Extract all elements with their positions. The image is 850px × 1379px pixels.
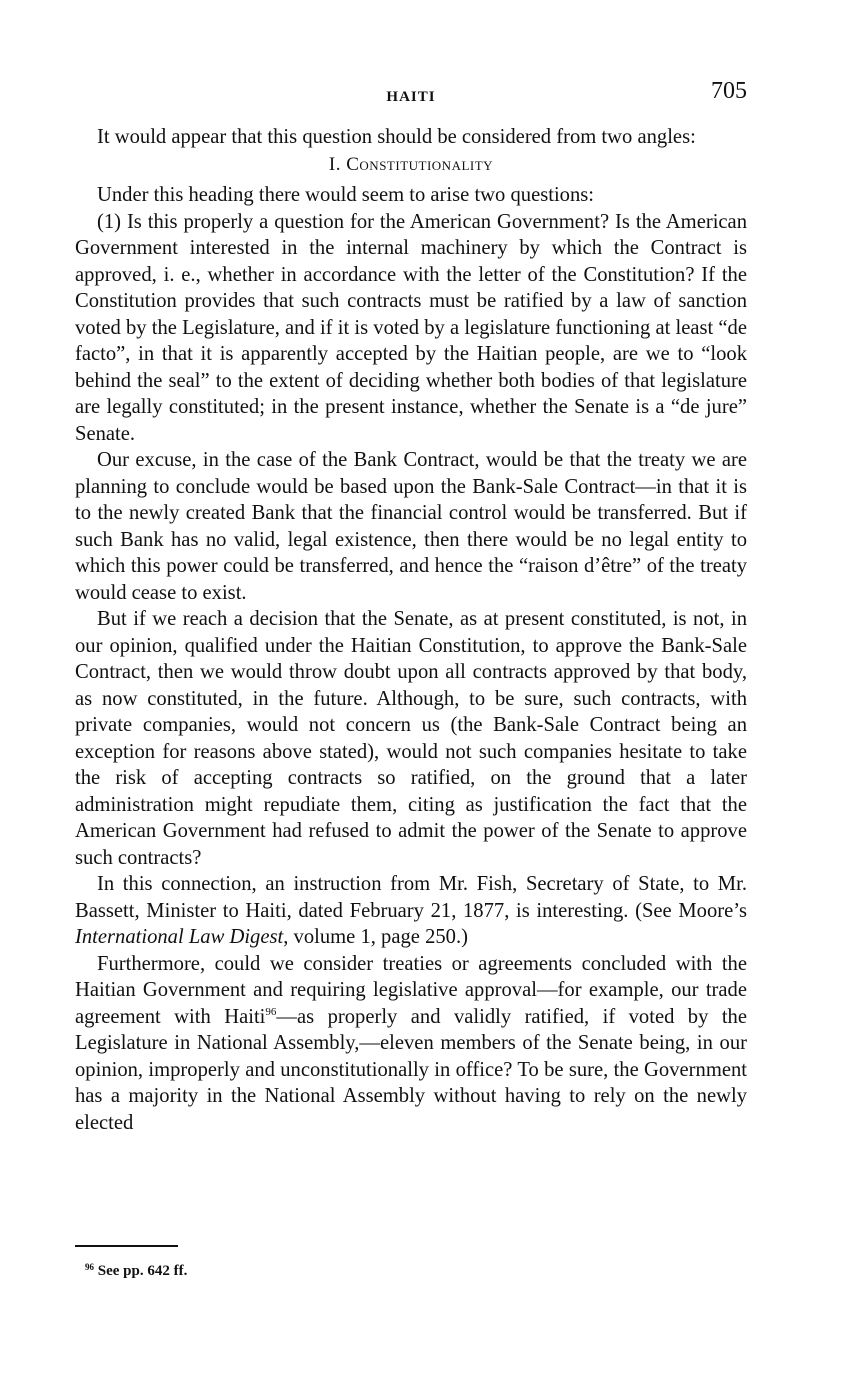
- paragraph: [75, 871, 747, 951]
- paragraph: But if we reach a decision that the Senate, as at present constituted, is not, in our opinion, qualified under the Haitian Constitution, to approve the Bank-Sale Contract, then we would throw doubt upon all contracts approved by that body, as now constituted, in the future. Although, to be sure, such contracts, with private companies, would not concern us (the Bank-Sale Contract being an exception for reasons above stated), would not such companies hesitate to take the risk of accepting contracts so ratified, on the ground that a later administration might repudiate them, citing as justification the fact that the American Government had refused to admit the power of the Senate to approve such contracts?: [75, 608, 747, 869]
- body-text: [75, 124, 747, 1136]
- intro-paragraph: It would appear that this question should be considered from two angles:: [97, 126, 696, 148]
- footnote-rule: [75, 1245, 178, 1247]
- paragraph: (1) Is this properly a question for the American Government? Is the American Government interested in the internal machinery by which the Contract is approved, i. e., whether in accordance with the letter of the Constitution? If the Constitution provides that such contracts must be ratified by a law of sanction voted by the Legislature, and if it is voted by a legislature functioning at least “de facto”, in that it is apparently accepted by the Haitian people, are we to “look behind the seal” to the extent of deciding whether both bodies of that legislature are legally constituted; in the present instance, whether the Senate is a “de jure” Senate.: [75, 210, 747, 445]
- section-numeral: I.: [328, 153, 341, 175]
- paragraph: [75, 951, 747, 1137]
- footnote-text: See pp. 642 ff.: [97, 1263, 188, 1279]
- footnote-marker: 96: [85, 1262, 94, 1272]
- running-head: [75, 78, 747, 108]
- section-title: Constitutionality: [346, 153, 494, 175]
- section-heading: [75, 152, 747, 179]
- running-head-title: HAITI: [386, 89, 436, 105]
- book-title: International Law Digest: [75, 926, 284, 948]
- paragraph-text: , volume 1, page 250.): [283, 926, 468, 948]
- paragraph-text: In this connection, an instruction from Mr. Fish, Secretary of State, to Mr. Bassett, Minister to Haiti, dated February 21, 1877, is interesting. (See Moore’s: [75, 873, 747, 922]
- footnote-reference[interactable]: 96: [265, 1005, 277, 1018]
- paragraph: Under this heading there would seem to arise two questions:: [97, 184, 595, 206]
- paragraph-text: —as properly and validly ratified, if voted by the Legislature in National Assembly,—eleven members of the Senate being, in our opinion, improperly and unconstitutionally in office? To be sure, the Government has a majority in the National Assembly without having to rely on the newly elected: [75, 1005, 747, 1134]
- document-page: [75, 0, 747, 1379]
- footnote: [85, 1258, 187, 1285]
- paragraph-text: Furthermore, could we consider treaties or agreements concluded with the Haitian Government and requiring legislative approval—for example, our trade agreement with Haiti: [75, 952, 747, 1028]
- paragraph: Our excuse, in the case of the Bank Contract, would be that the treaty we are planning to conclude would be based upon the Bank-Sale Contract—in that it is to the newly created Bank that the financial control would be transferred. But if such Bank has no valid, legal existence, then there would be no legal entity to which this power could be transferred, and hence the “raison d’être” of the treaty would cease to exist.: [75, 449, 747, 604]
- page-number: 705: [711, 78, 747, 104]
